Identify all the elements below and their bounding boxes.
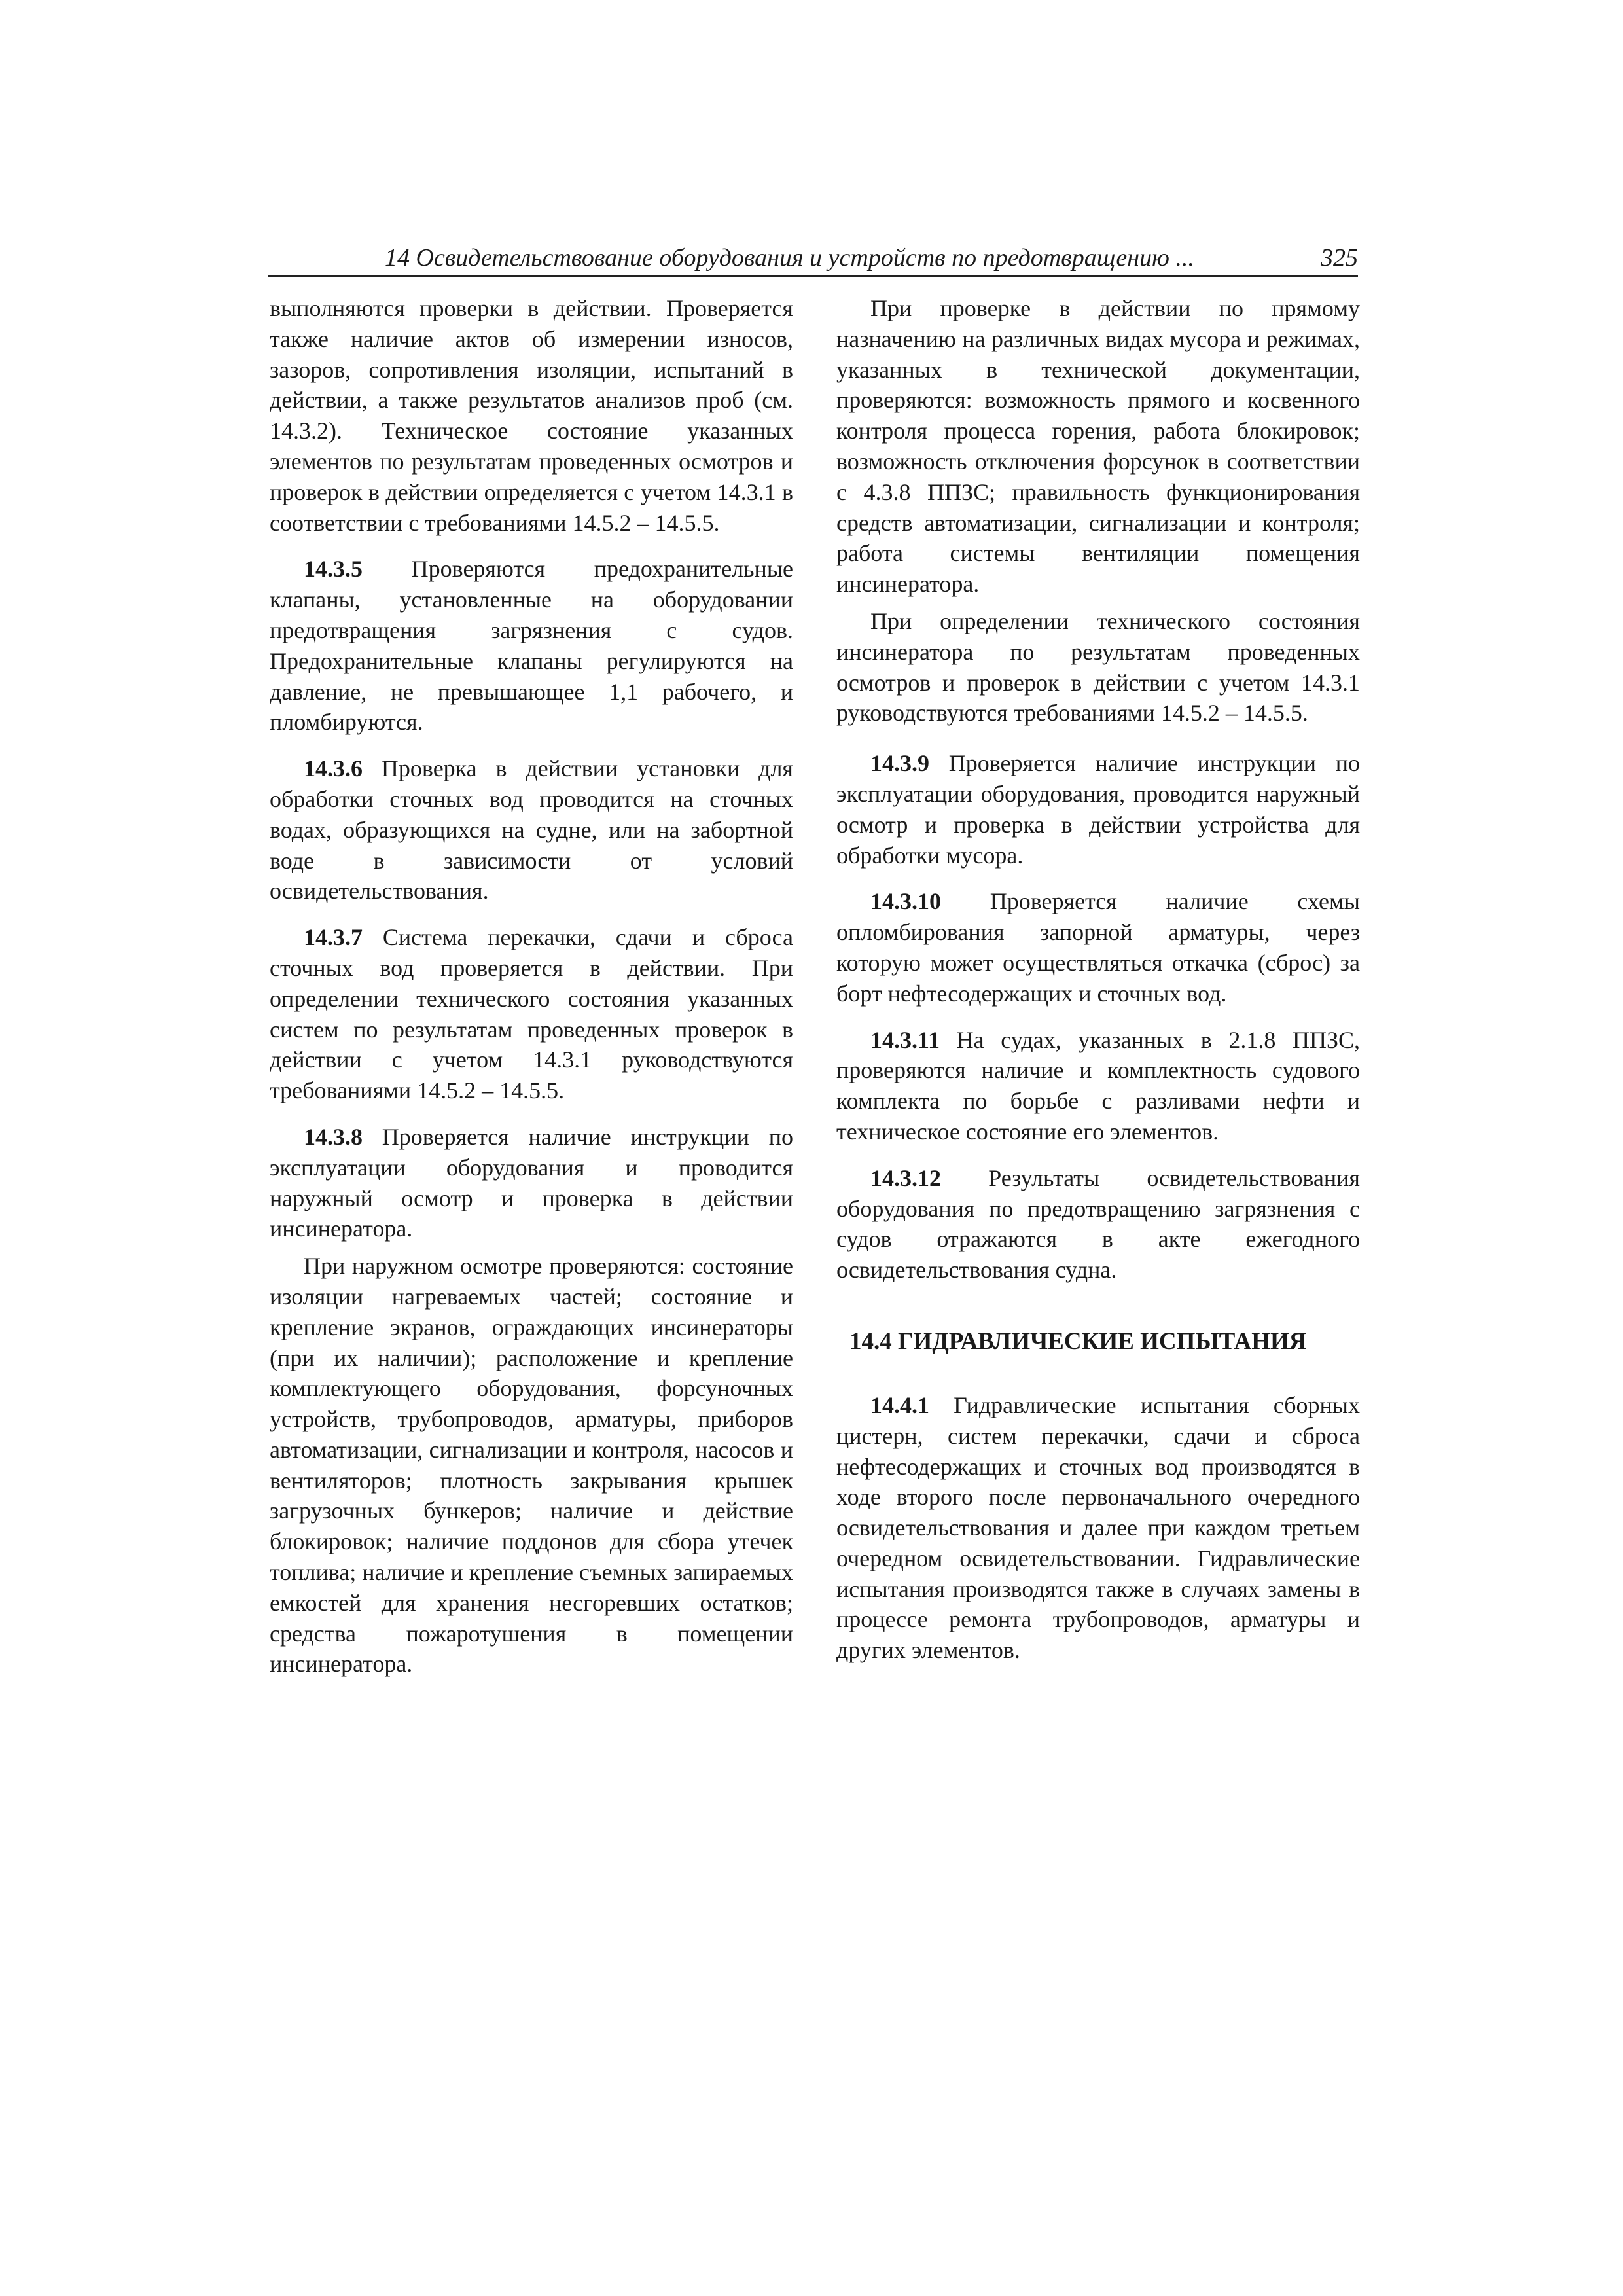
clause-text: Проверка в действии установки для обработки сточных вод проводится на сточных водах, образующихся на судне, или на забортной воде в зависимости от условий освидетельствования. bbox=[270, 755, 793, 905]
section-heading: 14.4 ГИДРАВЛИЧЕСКИЕ ИСПЫТАНИЯ bbox=[849, 1327, 1307, 1355]
clause-text: Проверяется наличие инструкции по эксплуатации оборудования, проводится наружный осмотр и проверка в действии устройства для обработки мусора. bbox=[836, 750, 1360, 869]
paragraph-14-4-1 bbox=[836, 1390, 1360, 1666]
paragraph-14-3-6 bbox=[270, 753, 793, 906]
clause-number: 14.3.8 bbox=[304, 1123, 363, 1150]
paragraph-14-3-12 bbox=[836, 1163, 1360, 1285]
left-column bbox=[270, 293, 793, 1679]
paragraph-14-3-9 bbox=[836, 748, 1360, 870]
clause-number: 14.3.12 bbox=[870, 1164, 941, 1191]
running-head bbox=[268, 243, 1358, 277]
paragraph-14-3-8 bbox=[270, 1122, 793, 1244]
clause-number: 14.4.1 bbox=[870, 1391, 929, 1418]
page-number: 325 bbox=[1321, 244, 1358, 272]
clause-text: Проверяются предохранительные клапаны, установленные на оборудовании предотвращения загрязнения с судов. Предохранительные клапаны регулируются на давление, не превышающее 1,1 рабочего, и пломбируются. bbox=[270, 556, 793, 736]
clause-number: 14.3.5 bbox=[304, 556, 363, 583]
clause-number: 14.3.6 bbox=[304, 755, 363, 782]
clause-number: 14.3.11 bbox=[870, 1026, 940, 1053]
paragraph-14-3-7 bbox=[270, 922, 793, 1106]
paragraph-operation-check: При проверке в действии по прямому назначению на различных видах мусора и режимах, указанных в технической документации, проверяются: возможность прямого и косвенного контроля процесса горения, работа блокировок; возможность отключения форсунок в соответствии с 4.3.8 ППЗС; правильность функционирования средств автоматизации, сигнализации и контроля; работа системы вентиляции помещения инсинератора. bbox=[836, 295, 1360, 598]
clause-text: Система перекачки, сдачи и сброса сточных вод проверяется в действии. При определении технического состояния указанных систем по результатам проведенных проверок в действии с учетом 14.3.1 руководствуются требованиями 14.5.2 – 14.5.5. bbox=[270, 924, 793, 1104]
paragraph-tech-state: При определении технического состояния инсинератора по результатам проведенных осмотров и проверок в действии с учетом 14.3.1 руководствуются требованиями 14.5.2 – 14.5.5. bbox=[836, 607, 1360, 726]
clause-number: 14.3.9 bbox=[870, 750, 929, 777]
clause-text: Проверяется наличие инструкции по эксплуатации оборудования и проводится наружный осмотр и проверка в действии инсинератора. bbox=[270, 1123, 793, 1242]
paragraph-14-3-10 bbox=[836, 886, 1360, 1009]
clause-text: Проверяется наличие схемы опломбирования запорной арматуры, через которую может осуществляться откачка (сброс) за борт нефтесодержащих и сточных вод. bbox=[836, 888, 1360, 1007]
right-column bbox=[836, 293, 1360, 1666]
clause-text: Результаты освидетельствования оборудования по предотвращению загрязнения с судов отражаются в акте ежегодного освидетельствования судна. bbox=[836, 1164, 1360, 1283]
clause-number: 14.3.7 bbox=[304, 924, 363, 951]
running-head-title: 14 Освидетельствование оборудования и устройств по предотвращению ... bbox=[385, 244, 1194, 272]
clause-number: 14.3.10 bbox=[870, 888, 941, 915]
clause-text: Гидравлические испытания сборных цистерн, систем перекачки, сдачи и сброса нефтесодержащих и сточных вод производятся в ходе второго после первоначального очередного освидетельствования и далее при каждом третьем очередном освидетельствовании. Гидравлические испытания производятся также в случаях замены в процессе ремонта трубопроводов, арматуры и других элементов. bbox=[836, 1391, 1360, 1664]
clause-text: На судах, указанных в 2.1.8 ППЗС, проверяются наличие и комплектность судового комплекта по борьбе с разливами нефти и техническое состояние его элементов. bbox=[836, 1026, 1360, 1145]
paragraph-14-3-11 bbox=[836, 1025, 1360, 1147]
paragraph-continued: выполняются проверки в действии. Проверяется также наличие актов об измерении износов, зазоров, сопротивления изоляции, испытаний в действии, а также результатов анализов проб (см. 14.3.2). Техническое состояние указанных элементов по результатам проведенных осмотров и проверок в действии определяется с учетом 14.3.1 в соответствии с требованиями 14.5.2 – 14.5.5. bbox=[270, 295, 793, 536]
paragraph-outer-inspection: При наружном осмотре проверяются: состояние изоляции нагреваемых частей; состояние и крепление экранов, ограждающих инсинераторы (при их наличии); расположение и крепление комплектующего оборудования, форсуночных устройств, трубопроводов, арматуры, приборов автоматизации, сигнализации и контроля, насосов и вентиляторов; плотность закрывания крышек загрузочных бункеров; наличие и действие блокировок; наличие поддонов для сбора утечек топлива; наличие и крепление съемных запираемых емкостей для хранения несгоревших остатков; средства пожаротушения в помещении инсинератора. bbox=[270, 1253, 793, 1677]
paragraph-14-3-5 bbox=[270, 554, 793, 738]
